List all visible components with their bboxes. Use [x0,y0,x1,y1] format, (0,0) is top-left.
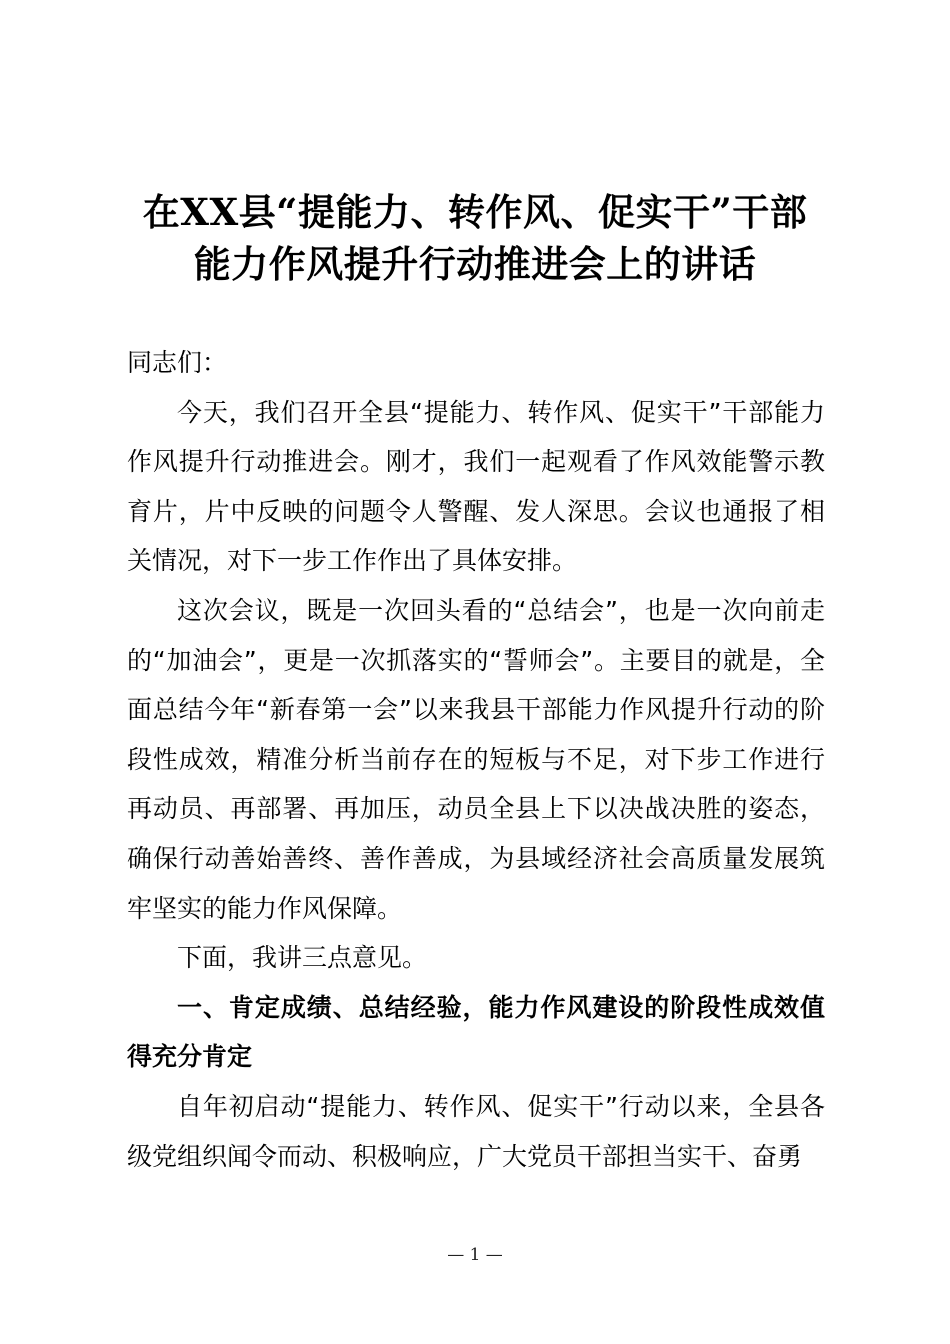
paragraph-purpose: 这次会议，既是一次回头看的“总结会”，也是一次向前走的“加油会”，更是一次抓落实的“誓师会”。主要目的就是，全面总结今年“新春第一会”以来我县干部能力作风提升行动的阶段性成效，精准分析当前存在的短板与不足，对下步工作进行再动员、再部署、再加压，动员全县上下以决战决胜的姿态，确保行动善始善终、善作善成，为县域经济社会高质量发展筑牢坚实的能力作风保障。 [127,595,825,923]
section-1-paragraph: 自年初启动“提能力、转作风、促实干”行动以来，全县各级党组织闻令而动、积极响应，广大党员干部担当实干、奋勇 [127,1091,825,1171]
paragraph-outline: 下面，我讲三点意见。 [177,943,428,973]
page-number: — 1 — [447,1245,503,1265]
document-body [127,338,825,1181]
paragraph-opening: 今天，我们召开全县“提能力、转作风、促实干”干部能力作风提升行动推进会。刚才，我们一起观看了作风效能警示教育片，片中反映的问题令人警醒、发人深思。会议也通报了相关情况，对下一步工作作出了具体安排。 [127,397,825,576]
salutation: 同志们： [127,348,228,377]
title-line-2: 能力作风提升行动推进会上的讲话 [193,242,757,286]
document-title [100,186,850,290]
section-heading-1: 一、肯定成绩、总结经验，能力作风建设的阶段性成效值得充分肯定 [127,992,825,1072]
title-line-1: 在XX县“提能力、转作风、促实干”干部 [142,190,808,234]
